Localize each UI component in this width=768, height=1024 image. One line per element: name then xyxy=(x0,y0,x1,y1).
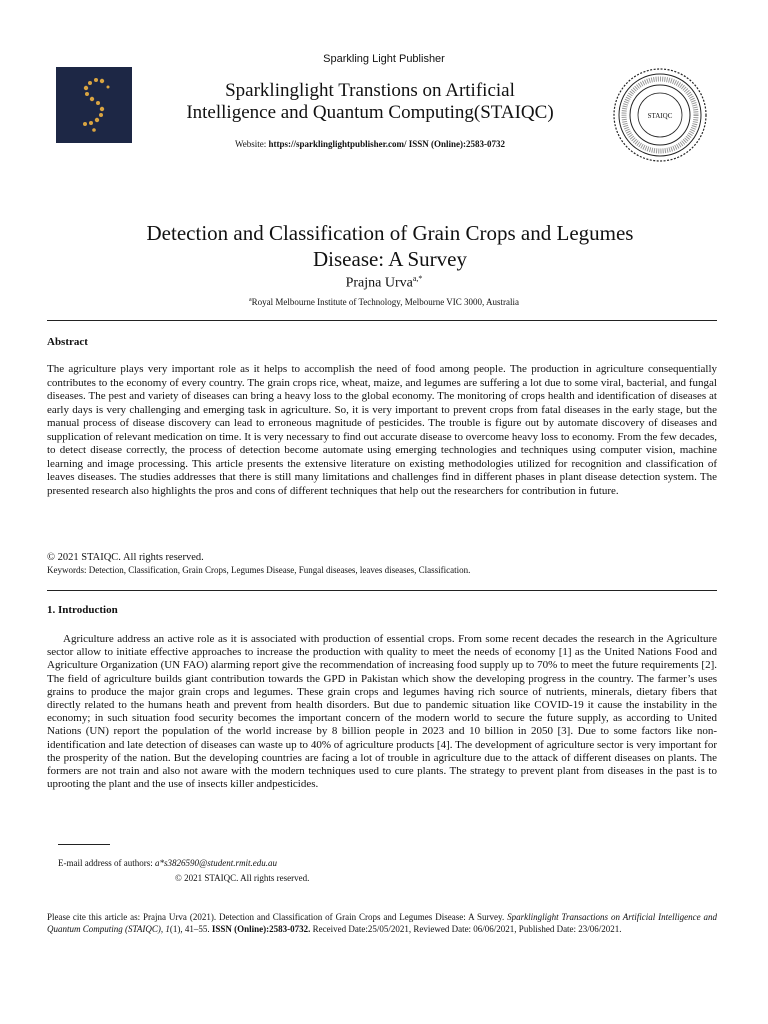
introduction-body: Agriculture address an active role as it is associated with production of essential crops. From some recent decades the research in the Agriculture sector allow to initiate effective approaches to increase the production with quality to meet the needs of economy [1] as the United Nations Food and Agriculture Organization (UN FAO) alarming report give the recommendation of increasing food supply up to 70% to meet the future requirements [2]. The field of agriculture builds giant contribution towards the GPD in Pakistan which show the developing progress in the country. The farmer’s uses grains to produce the major grain crops and legumes. These grain crops and legumes having rich source of nutrients, minerals, dietary fibers that directly related to the humans heath and prevent from health disorders. But due to pandemic situation like COVID-19 it cause the instability in the economy; in such situation food security becomes the important concern of the modern world to secure the future supply, as according to United Nations (UN) report the population of the world increase by 8 billion people in 2023 and 10 billion in 2050 [3]. Due to some factors like non-identification and late detection of diseases can waste up to 40% of agriculture products [4]. The development of agriculture sector is very important for the prosperity of the nation. But the developing countries are facing a lot of trouble in agriculture due to the attack of different diseases on plants. The formers are not train and also not aware with the modern techniques used to cure plants. The strategy to prevent plant from diseases in the past is to uprooting the plant and the use of insects killer andpesticides. xyxy=(47,633,717,791)
divider-top xyxy=(47,320,717,321)
citation-issue: (1), 41–55. xyxy=(169,923,210,934)
seal-text: STAIQC xyxy=(647,112,673,120)
issn: ISSN (Online):2583-0732 xyxy=(408,139,505,149)
author-name: Prajna Urva xyxy=(345,275,413,291)
author-superscript: a,* xyxy=(412,274,423,283)
citation-dates: Received Date:25/05/2021, Reviewed Date: 06/06/2021, Published Date: 23/06/2021. xyxy=(312,923,622,934)
journal-title-line1: Sparklinglight Transtions on Artificial xyxy=(225,80,515,101)
journal-title-line2: Intelligence and Quantum Computing(STAIQC) xyxy=(186,102,554,123)
email-value[interactable]: a*s3826590@student.rmit.edu.au xyxy=(154,858,278,868)
citation-prefix: Please cite this article as: Prajna Urva (2021). Detection and Classification of Grain Crops and Legumes Disease: A Survey. xyxy=(47,912,505,922)
seal-icon xyxy=(612,67,708,163)
journal-seal xyxy=(612,67,708,163)
sparkle-s-icon xyxy=(56,67,132,143)
abstract-body: The agriculture plays very important role as it helps to accomplish the need of food among people. The production in agriculture consequentially contributes to the economy of every country. The grain crops rice, wheat, maize, and legumes are suffering a lot due to some viral, bacterial, and fungal diseases. The pest and variety of diseases can bring a heavy loss to the global economy. The monitoring of crops health and identification of diseases at early days is very challenging and emerging task in agriculture. So, it is very important to prevent crops from fatal diseases in the early stage, but the manual process of disease discovery can lead to erroneous magnitude of pesticides. The trouble is figure out by automate discovery of diseases and supplication of relevant medication on time. It is very necessary to find out accurate disease to overcome heavy loss to economy. From the few decades, to detect disease correctly, the process of detection become automate using emerging technologies and techniques using computer vision, machine learning and image processing. This article presents the extensive literature on existing methodologies utilized for recognition and classification of leaves diseases. The studies addresses that there is still many limitations and challenges find in different phases in plant disease detection system. The presented research also highlights the pros and cons of different techniques that help out the researchers for contribution in future. xyxy=(47,363,717,497)
affiliation-text: Royal Melbourne Institute of Technology, Melbourne VIC 3000, Australia xyxy=(251,297,520,307)
divider-middle xyxy=(47,590,717,591)
abstract-heading: Abstract xyxy=(47,336,88,348)
publisher-logo xyxy=(56,67,132,143)
affiliation xyxy=(0,297,768,307)
introduction-heading: 1. Introduction xyxy=(47,604,118,616)
affiliation-superscript: a xyxy=(248,297,252,303)
paper-title xyxy=(80,220,700,272)
abstract-copyright: © 2021 STAIQC. All rights reserved. xyxy=(47,552,204,563)
paper-title-line1: Detection and Classification of Grain Crops and Legumes xyxy=(146,221,634,245)
footnote-copyright: © 2021 STAIQC. All rights reserved. xyxy=(175,873,310,883)
email-label: E-mail address of authors: xyxy=(58,858,153,868)
author-email xyxy=(58,858,277,868)
website-label: Website: xyxy=(235,139,267,149)
journal-title xyxy=(140,80,600,124)
footnote-rule xyxy=(58,844,110,845)
citation-issn: ISSN (Online):2583-0732. xyxy=(211,923,311,934)
paper-title-line2: Disease: A Survey xyxy=(313,247,467,271)
website-link[interactable]: https://sparklinglightpublisher.com/ xyxy=(268,139,407,149)
publisher-name: Sparkling Light Publisher xyxy=(323,53,445,65)
citation-journal: Sparklinglight Transactions on Artificial Intelligence and Quantum Computing (STAIQC), 1 xyxy=(47,912,718,934)
keywords: Keywords: Detection, Classification, Grain Crops, Legumes Disease, Fungal diseases, leaves diseases, Classification. xyxy=(47,565,471,575)
citation xyxy=(47,912,717,935)
author-line xyxy=(0,274,768,292)
